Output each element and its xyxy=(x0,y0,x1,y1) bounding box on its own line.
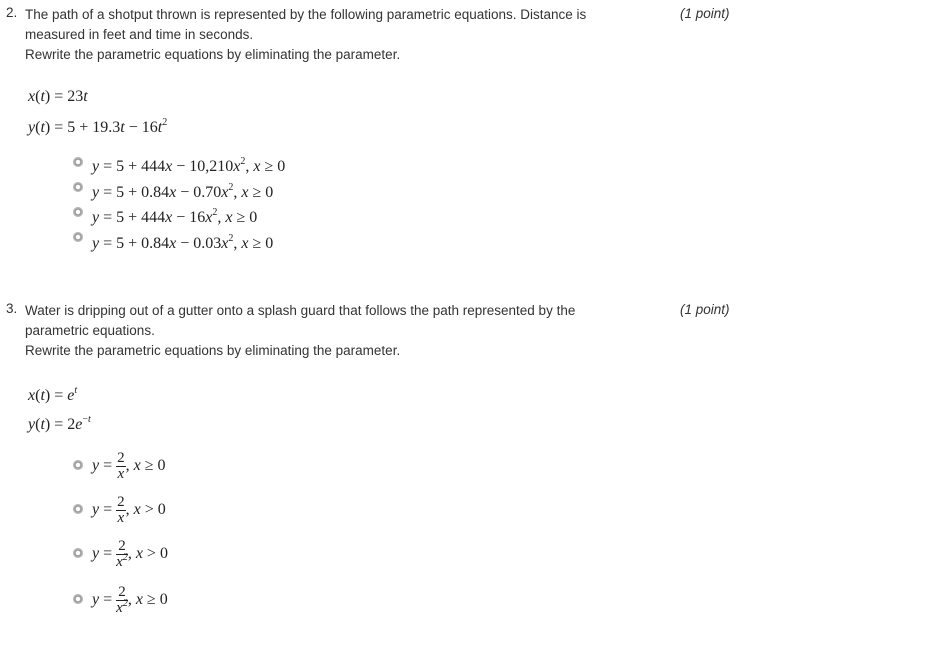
q2-option-2-radio[interactable] xyxy=(73,182,83,192)
q3-option-3-radio[interactable] xyxy=(73,548,83,558)
q2-option-3-radio[interactable] xyxy=(73,207,83,217)
question-2-equation-x: x(t) = 23t xyxy=(28,88,88,105)
question-2-number: 2. xyxy=(6,5,18,20)
q2-option-1-radio[interactable] xyxy=(73,157,83,167)
question-3-equation-y: $y(t) = 2e^{-t}$ xyxy=(28,414,91,433)
question-2-text xyxy=(25,5,645,65)
question-3-number: 3. xyxy=(6,301,18,316)
question-3-points: (1 point) xyxy=(680,302,730,317)
q3-option-1-radio[interactable] xyxy=(73,460,83,470)
q3-option-2-radio[interactable] xyxy=(73,504,83,514)
q2-option-1-label[interactable]: $y = 5 + 444x - 10,210x^2$, x ≥ 0 xyxy=(92,156,286,175)
question-2-equation-y: $y(t) = 5 + 19.3t - 16t^2$ xyxy=(28,117,168,136)
question-2-line-3: Rewrite the parametric equations by eliminating the parameter. xyxy=(25,47,401,62)
question-3-line-2: parametric equations. xyxy=(25,323,155,338)
q3-option-2-label[interactable]: y = $\frac{2}{x}$ , x > 0 xyxy=(92,494,166,526)
q3-option-1-label[interactable]: y = $\frac{2}{x}$ , x ≥ 0 xyxy=(92,450,166,482)
q2-option-4-radio[interactable] xyxy=(73,232,83,242)
q2-option-3-label[interactable]: $y = 5 + 444x - 16x^2$, x ≥ 0 xyxy=(92,207,258,226)
question-2-line-1: The path of a shotput thrown is represented by the following parametric equations. Distance is xyxy=(25,7,587,22)
question-2-points: (1 point) xyxy=(680,6,730,21)
question-2-line-2: measured in feet and time in seconds. xyxy=(25,27,254,42)
question-3-line-3: Rewrite the parametric equations by eliminating the parameter. xyxy=(25,343,401,358)
question-3-line-1: Water is dripping out of a gutter onto a splash guard that follows the path represented by the xyxy=(25,303,576,318)
question-3-text xyxy=(25,301,645,361)
q2-option-2-label[interactable]: $y = 5 + 0.84x - 0.70x^2$, x ≥ 0 xyxy=(92,182,274,201)
q3-option-4-label[interactable]: y = $\frac{2}{x^2}$ , x ≥ 0 xyxy=(92,584,168,616)
q2-option-4-label[interactable]: $y = 5 + 0.84x - 0.03x^2$, x ≥ 0 xyxy=(92,233,274,252)
question-3-equation-x: $x(t) = e^t$ xyxy=(28,385,78,404)
q3-option-4-radio[interactable] xyxy=(73,594,83,604)
q3-option-3-label[interactable]: y = $\frac{2}{x^2}$ , x > 0 xyxy=(92,538,168,570)
